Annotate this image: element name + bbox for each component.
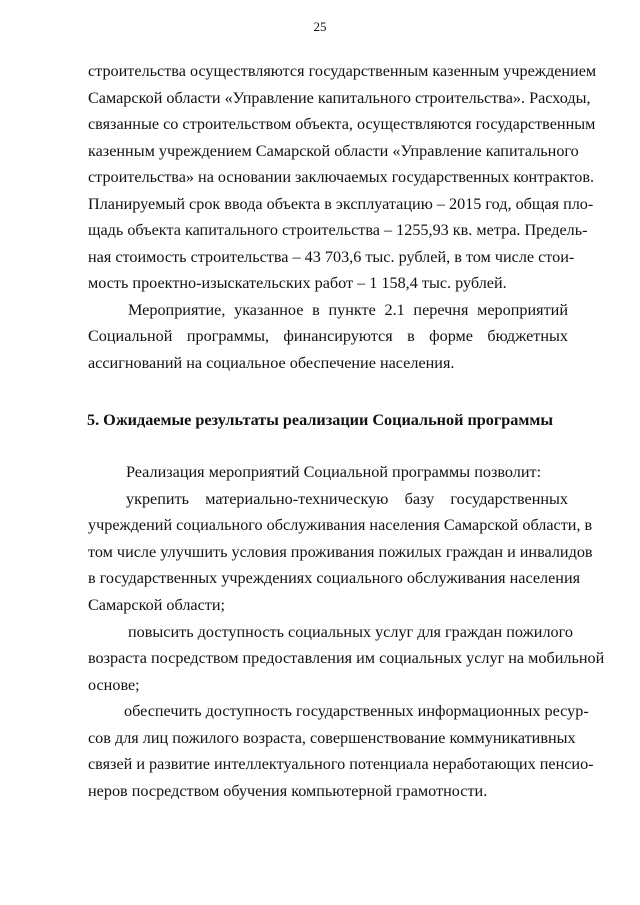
text-line: строительства» на основании заключаемых государственных контрактов. [88,168,595,186]
text-line: Социальной программы, финансируются в форме бюджетных [88,327,568,345]
text-line: казенным учреждением Самарской области «Управление капитального [88,142,579,160]
text-line: строительства осуществляются государственным казенным учреждением [88,62,597,80]
text-line: укрепить материально-техническую базу государственных [126,490,568,508]
text-line: повысить доступность социальных услуг для граждан пожилого [128,623,573,641]
text-line: обеспечить доступность государственных информационных ресур- [124,702,589,720]
text-line: учреждений социального обслуживания населения Самарской области, в [88,516,593,534]
text-line: основе; [88,676,140,694]
text-line: Планируемый срок ввода объекта в эксплуатацию – 2015 год, общая пло- [88,195,594,213]
section-heading: 5. Ожидаемые результаты реализации Социальной программы [86,411,554,429]
page-number: 25 [313,19,327,34]
text-line: Самарской области «Управление капитального строительства». Расходы, [88,89,591,107]
text-line: Реализация мероприятий Социальной программы позволит: [126,463,542,481]
text-line: щадь объекта капитального строительства – 1255,93 кв. метра. Предель- [88,221,588,239]
text-line: в государственных учреждениях социального обслуживания населения [88,569,581,587]
text-line: ассигнований на социальное обеспечение населения. [88,354,455,372]
text-line: Самарской области; [88,596,226,614]
text-line: ная стоимость строительства – 43 703,6 тыс. рублей, в том числе стои- [88,248,575,266]
text-line: мость проектно-изыскательских работ – 1 158,4 тыс. рублей. [88,274,507,292]
text-line: Мероприятие, указанное в пункте 2.1 перечня мероприятий [128,301,568,319]
text-line: том числе улучшить условия проживания пожилых граждан и инвалидов [88,543,593,561]
text-line: связанные со строительством объекта, осуществляются государственным [88,115,596,133]
text-line: неров посредством обучения компьютерной грамотности. [88,782,488,800]
text-line: связей и развитие интеллектуального потенциала неработающих пенсио- [88,755,594,773]
text-line: сов для лиц пожилого возраста, совершенствование коммуникативных [88,729,576,747]
text-line: возраста посредством предоставления им социальных услуг на мобильной [88,649,605,667]
